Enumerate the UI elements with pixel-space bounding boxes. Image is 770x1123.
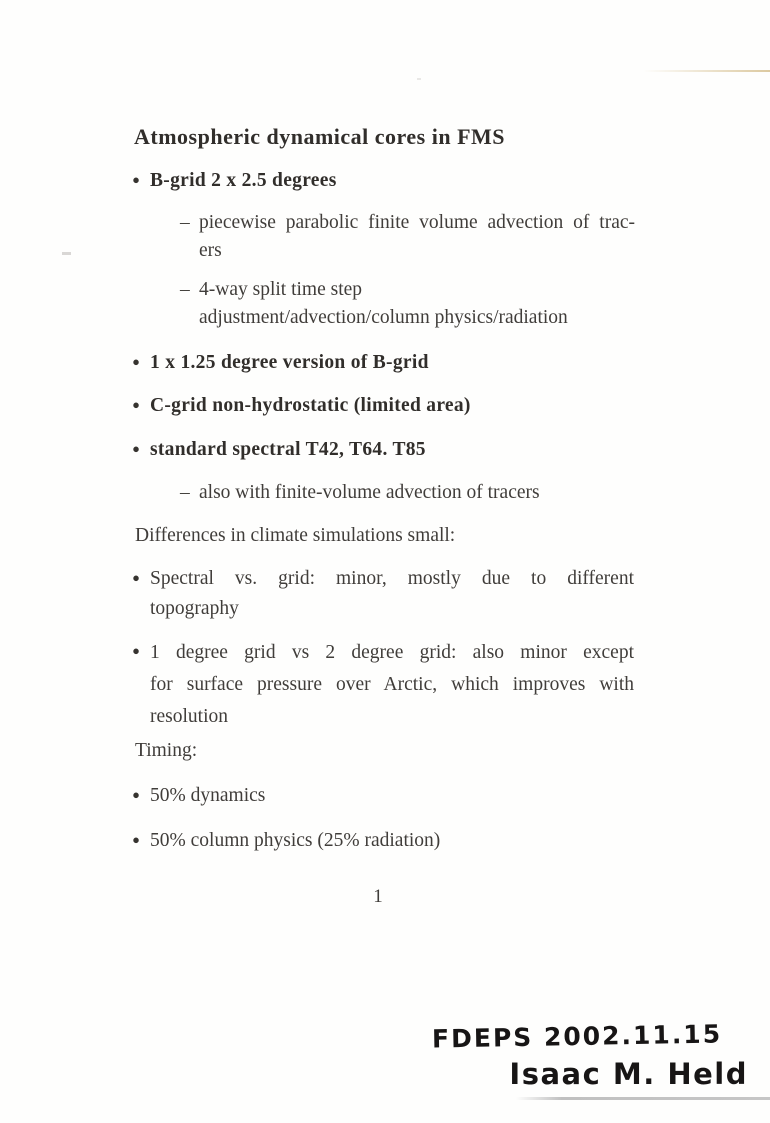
bullet-item-column-physics bbox=[132, 826, 634, 856]
item-line: Spectral vs. grid: minor, mostly due to different bbox=[150, 568, 634, 589]
bullet-item-bgrid bbox=[132, 166, 634, 196]
bullet-icon: • bbox=[132, 828, 141, 853]
bullet-icon: • bbox=[132, 437, 141, 462]
item-line: for surface pressure over Arctic, which improves with bbox=[150, 674, 634, 695]
item-line: Timing: bbox=[135, 740, 198, 761]
item-line: C-grid non-hydrostatic (limited area) bbox=[150, 395, 471, 416]
item-line: adjustment/advection/column physics/radiation bbox=[199, 307, 568, 328]
handwriting-date: FDEPS 2002.11.15 bbox=[431, 1019, 723, 1054]
bullet-icon: • bbox=[132, 566, 141, 591]
bullet-icon: • bbox=[132, 168, 141, 193]
item-line: 50% column physics (25% radiation) bbox=[150, 830, 441, 851]
sub-item-finite-volume bbox=[180, 479, 635, 507]
handwriting-author: Isaac M. Held bbox=[509, 1057, 748, 1091]
item-line: standard spectral T42, T64. T85 bbox=[150, 439, 426, 460]
bullet-item-1x125 bbox=[132, 348, 634, 378]
scan-artifact-line bbox=[643, 70, 770, 72]
scan-speck bbox=[62, 252, 71, 255]
bullet-item-spectral bbox=[132, 435, 634, 465]
item-line: Differences in climate simulations small: bbox=[135, 525, 456, 546]
bullet-item-spectral-vs-grid bbox=[132, 564, 634, 624]
item-line: 1 degree grid vs 2 degree grid: also minor except bbox=[150, 642, 634, 663]
bullet-icon: • bbox=[132, 783, 141, 808]
item-line: topography bbox=[150, 598, 239, 619]
bullet-item-resolution bbox=[132, 637, 634, 733]
item-line: B-grid 2 x 2.5 degrees bbox=[150, 170, 337, 191]
item-line: also with finite-volume advection of tracers bbox=[199, 482, 540, 503]
item-line: 4-way split time step bbox=[199, 279, 363, 300]
dash-icon: – bbox=[180, 212, 190, 233]
bullet-item-cgrid bbox=[132, 391, 634, 421]
scan-speck bbox=[417, 78, 421, 80]
bullet-icon: • bbox=[132, 393, 141, 418]
page-number: 1 bbox=[373, 886, 383, 907]
bullet-icon: • bbox=[132, 639, 141, 664]
dash-icon: – bbox=[180, 482, 190, 503]
item-line: 50% dynamics bbox=[150, 785, 266, 806]
paragraph-timing bbox=[135, 736, 634, 766]
bullet-item-dynamics bbox=[132, 781, 634, 811]
item-line: 1 x 1.25 degree version of B-grid bbox=[150, 352, 429, 373]
bullet-icon: • bbox=[132, 350, 141, 375]
handwriting-underline bbox=[516, 1097, 770, 1100]
sub-item-piecewise bbox=[180, 209, 635, 265]
paragraph-differences bbox=[135, 521, 634, 551]
item-line: piecewise parabolic finite volume advection of trac- bbox=[199, 212, 635, 233]
sub-item-timestep bbox=[180, 276, 635, 332]
item-line: ers bbox=[199, 240, 222, 261]
item-line: resolution bbox=[150, 706, 228, 727]
page-title: Atmospheric dynamical cores in FMS bbox=[134, 124, 506, 149]
dash-icon: – bbox=[180, 279, 190, 300]
